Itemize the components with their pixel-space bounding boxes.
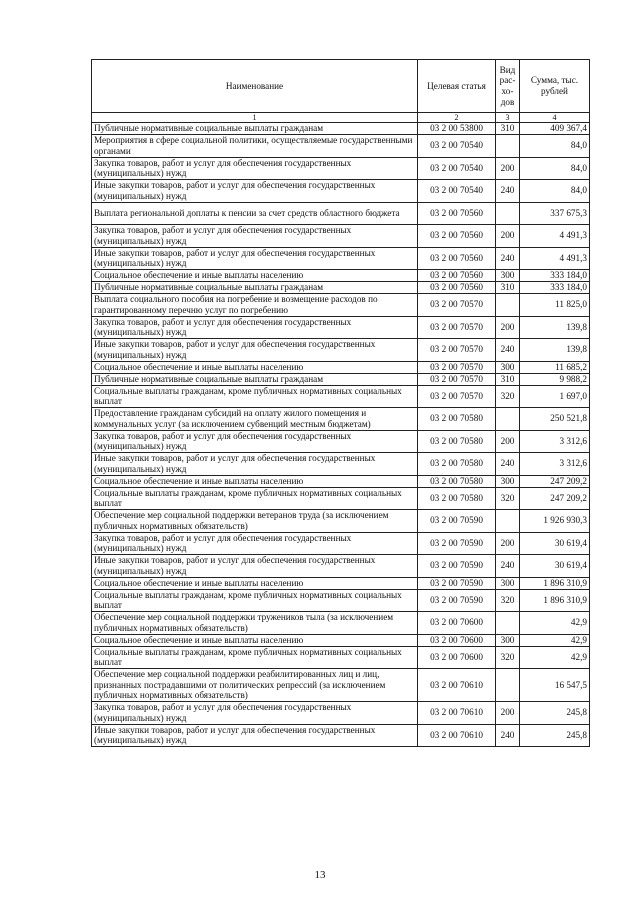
table-row: [92, 453, 590, 476]
table-row: [92, 430, 590, 453]
table-body: [92, 123, 590, 747]
row-expense-type: 300: [496, 475, 520, 487]
row-target-code: 03 2 00 70560: [418, 282, 496, 294]
row-amount: 1 896 310,9: [520, 589, 590, 612]
table-row: [92, 135, 590, 158]
table-row: [92, 225, 590, 248]
table-row: [92, 316, 590, 339]
row-target-code: 03 2 00 70540: [418, 180, 496, 203]
row-amount: 250 521,8: [520, 408, 590, 431]
row-amount: 139,8: [520, 339, 590, 362]
row-target-code: 03 2 00 70600: [418, 646, 496, 669]
row-name: Закупка товаров, работ и услуг для обеспечения государственных (муниципальных) нужд: [92, 157, 418, 180]
row-expense-type: 300: [496, 577, 520, 589]
row-expense-type: 200: [496, 702, 520, 725]
row-expense-type: [496, 669, 520, 702]
row-target-code: 03 2 00 70590: [418, 589, 496, 612]
row-amount: 3 312,6: [520, 453, 590, 476]
row-name: Социальное обеспечение и иные выплаты населению: [92, 361, 418, 373]
table-row: [92, 294, 590, 317]
row-name: Иные закупки товаров, работ и услуг для обеспечения государственных (муниципальных) нужд: [92, 453, 418, 476]
column-number: 2: [418, 113, 496, 123]
row-amount: 247 209,2: [520, 487, 590, 510]
row-name: Предоставление гражданам субсидий на оплату жилого помещения и коммунальных услуг (за исключением субвенций местным бюджетам): [92, 408, 418, 431]
row-name: Социальное обеспечение и иные выплаты населению: [92, 475, 418, 487]
row-name: Социальные выплаты гражданам, кроме публичных нормативных социальных выплат: [92, 646, 418, 669]
table-row: [92, 123, 590, 135]
row-amount: 42,9: [520, 646, 590, 669]
row-amount: 3 312,6: [520, 430, 590, 453]
row-target-code: 03 2 00 70560: [418, 247, 496, 270]
row-name: Обеспечение мер социальной поддержки тружеников тыла (за исключением публичных нормативных обязательств): [92, 612, 418, 635]
row-target-code: 03 2 00 70570: [418, 316, 496, 339]
row-name: Выплата социального пособия на погребение и возмещение расходов по гарантированному перечню услуг по погребению: [92, 294, 418, 317]
row-name: Публичные нормативные социальные выплаты гражданам: [92, 373, 418, 385]
row-target-code: 03 2 00 70560: [418, 225, 496, 248]
row-target-code: 03 2 00 70540: [418, 135, 496, 158]
table-row: [92, 702, 590, 725]
row-name: Социальные выплаты гражданам, кроме публичных нормативных социальных выплат: [92, 487, 418, 510]
table-row: [92, 510, 590, 533]
row-amount: 245,8: [520, 724, 590, 747]
row-expense-type: 320: [496, 646, 520, 669]
row-name: Закупка товаров, работ и услуг для обеспечения государственных (муниципальных) нужд: [92, 225, 418, 248]
row-amount: 84,0: [520, 135, 590, 158]
row-name: Публичные нормативные социальные выплаты гражданам: [92, 282, 418, 294]
row-amount: 1 926 930,3: [520, 510, 590, 533]
row-expense-type: 240: [496, 180, 520, 203]
row-amount: 84,0: [520, 180, 590, 203]
row-name: Закупка товаров, работ и услуг для обеспечения государственных (муниципальных) нужд: [92, 316, 418, 339]
row-expense-type: [496, 510, 520, 533]
row-target-code: 03 2 00 70600: [418, 634, 496, 646]
row-target-code: 03 2 00 70610: [418, 724, 496, 747]
row-name: Иные закупки товаров, работ и услуг для обеспечения государственных (муниципальных) нужд: [92, 339, 418, 362]
table-row: [92, 669, 590, 702]
row-expense-type: 200: [496, 316, 520, 339]
table-row: [92, 385, 590, 408]
row-amount: 9 988,2: [520, 373, 590, 385]
row-name: Иные закупки товаров, работ и услуг для обеспечения государственных (муниципальных) нужд: [92, 724, 418, 747]
row-target-code: 03 2 00 70590: [418, 555, 496, 578]
row-name: Выплата региональной доплаты к пенсии за счет средств областного бюджета: [92, 202, 418, 225]
row-amount: 247 209,2: [520, 475, 590, 487]
table-row: [92, 555, 590, 578]
row-expense-type: 300: [496, 361, 520, 373]
header-name: Наименование: [92, 60, 418, 113]
row-name: Публичные нормативные социальные выплаты гражданам: [92, 123, 418, 135]
row-expense-type: 240: [496, 453, 520, 476]
row-target-code: 03 2 00 70580: [418, 475, 496, 487]
row-target-code: 03 2 00 70610: [418, 669, 496, 702]
table-row: [92, 339, 590, 362]
row-expense-type: 240: [496, 724, 520, 747]
header-amount: Сумма, тыс. рублей: [520, 60, 590, 113]
row-target-code: 03 2 00 70610: [418, 702, 496, 725]
row-expense-type: [496, 408, 520, 431]
row-expense-type: 300: [496, 634, 520, 646]
row-target-code: 03 2 00 70570: [418, 294, 496, 317]
table-row: [92, 202, 590, 225]
column-number-row: [92, 113, 590, 123]
row-expense-type: 240: [496, 555, 520, 578]
table-row: [92, 157, 590, 180]
page-number: 13: [314, 869, 326, 881]
row-amount: 42,9: [520, 634, 590, 646]
row-expense-type: 310: [496, 282, 520, 294]
row-target-code: 03 2 00 70590: [418, 577, 496, 589]
row-amount: 245,8: [520, 702, 590, 725]
row-expense-type: [496, 202, 520, 225]
row-expense-type: 240: [496, 247, 520, 270]
row-amount: 1 896 310,9: [520, 577, 590, 589]
row-amount: 30 619,4: [520, 555, 590, 578]
table-row: [92, 361, 590, 373]
row-expense-type: 320: [496, 589, 520, 612]
row-amount: 4 491,3: [520, 225, 590, 248]
row-amount: 30 619,4: [520, 532, 590, 555]
row-name: Обеспечение мер социальной поддержки реабилитированных лиц и лиц, признанных пострадавшими от политических репрессий (за исключением публичных нормативных обязательств): [92, 669, 418, 702]
row-target-code: 03 2 00 70580: [418, 430, 496, 453]
row-target-code: 03 2 00 70580: [418, 487, 496, 510]
row-expense-type: [496, 612, 520, 635]
row-expense-type: 310: [496, 123, 520, 135]
table-row: [92, 724, 590, 747]
row-amount: 409 367,4: [520, 123, 590, 135]
row-expense-type: 320: [496, 385, 520, 408]
row-name: Социальные выплаты гражданам, кроме публичных нормативных социальных выплат: [92, 385, 418, 408]
table-row: [92, 634, 590, 646]
table-row: [92, 577, 590, 589]
table-row: [92, 532, 590, 555]
row-name: Иные закупки товаров, работ и услуг для обеспечения государственных (муниципальных) нужд: [92, 247, 418, 270]
header-row: [92, 60, 590, 113]
row-expense-type: 200: [496, 225, 520, 248]
row-expense-type: 200: [496, 430, 520, 453]
table-row: [92, 282, 590, 294]
row-target-code: 03 2 00 70570: [418, 373, 496, 385]
row-target-code: 03 2 00 70600: [418, 612, 496, 635]
row-target-code: 03 2 00 70540: [418, 157, 496, 180]
row-target-code: 03 2 00 70570: [418, 339, 496, 362]
row-name: Закупка товаров, работ и услуг для обеспечения государственных (муниципальных) нужд: [92, 430, 418, 453]
row-expense-type: [496, 294, 520, 317]
row-amount: 1 697,0: [520, 385, 590, 408]
table-row: [92, 180, 590, 203]
table-row: [92, 247, 590, 270]
row-target-code: 03 2 00 70560: [418, 202, 496, 225]
row-amount: 11 825,0: [520, 294, 590, 317]
row-name: Иные закупки товаров, работ и услуг для обеспечения государственных (муниципальных) нужд: [92, 180, 418, 203]
row-name: Социальное обеспечение и иные выплаты населению: [92, 634, 418, 646]
table-row: [92, 487, 590, 510]
row-target-code: 03 2 00 70590: [418, 510, 496, 533]
row-name: Обеспечение мер социальной поддержки ветеранов труда (за исключением публичных нормативных обязательств): [92, 510, 418, 533]
row-name: Закупка товаров, работ и услуг для обеспечения государственных (муниципальных) нужд: [92, 532, 418, 555]
row-target-code: 03 2 00 70580: [418, 408, 496, 431]
row-amount: 84,0: [520, 157, 590, 180]
row-amount: 333 184,0: [520, 270, 590, 282]
row-target-code: 03 2 00 70570: [418, 361, 496, 373]
table-row: [92, 475, 590, 487]
row-name: Иные закупки товаров, работ и услуг для обеспечения государственных (муниципальных) нужд: [92, 555, 418, 578]
table-row: [92, 408, 590, 431]
row-expense-type: 200: [496, 157, 520, 180]
row-target-code: 03 2 00 53800: [418, 123, 496, 135]
table-row: [92, 270, 590, 282]
row-expense-type: 310: [496, 373, 520, 385]
row-name: Социальные выплаты гражданам, кроме публичных нормативных социальных выплат: [92, 589, 418, 612]
table-row: [92, 612, 590, 635]
row-amount: 42,9: [520, 612, 590, 635]
header-type: Вид рас-хо-дов: [496, 60, 520, 113]
budget-table: [91, 59, 590, 747]
row-target-code: 03 2 00 70590: [418, 532, 496, 555]
column-number: 3: [496, 113, 520, 123]
row-expense-type: 320: [496, 487, 520, 510]
row-amount: 16 547,5: [520, 669, 590, 702]
column-number: 1: [92, 113, 418, 123]
table-row: [92, 589, 590, 612]
row-name: Социальное обеспечение и иные выплаты населению: [92, 270, 418, 282]
row-name: Закупка товаров, работ и услуг для обеспечения государственных (муниципальных) нужд: [92, 702, 418, 725]
column-number: 4: [520, 113, 590, 123]
row-amount: 139,8: [520, 316, 590, 339]
row-amount: 11 685,2: [520, 361, 590, 373]
row-name: Социальное обеспечение и иные выплаты населению: [92, 577, 418, 589]
row-name: Мероприятия в сфере социальной политики, осуществляемые государственными органами: [92, 135, 418, 158]
row-target-code: 03 2 00 70570: [418, 385, 496, 408]
row-target-code: 03 2 00 70580: [418, 453, 496, 476]
row-target-code: 03 2 00 70560: [418, 270, 496, 282]
row-expense-type: [496, 135, 520, 158]
table-row: [92, 373, 590, 385]
table-row: [92, 646, 590, 669]
row-amount: 337 675,3: [520, 202, 590, 225]
row-amount: 333 184,0: [520, 282, 590, 294]
row-expense-type: 300: [496, 270, 520, 282]
row-expense-type: 200: [496, 532, 520, 555]
row-amount: 4 491,3: [520, 247, 590, 270]
row-expense-type: 240: [496, 339, 520, 362]
header-code: Целевая статья: [418, 60, 496, 113]
